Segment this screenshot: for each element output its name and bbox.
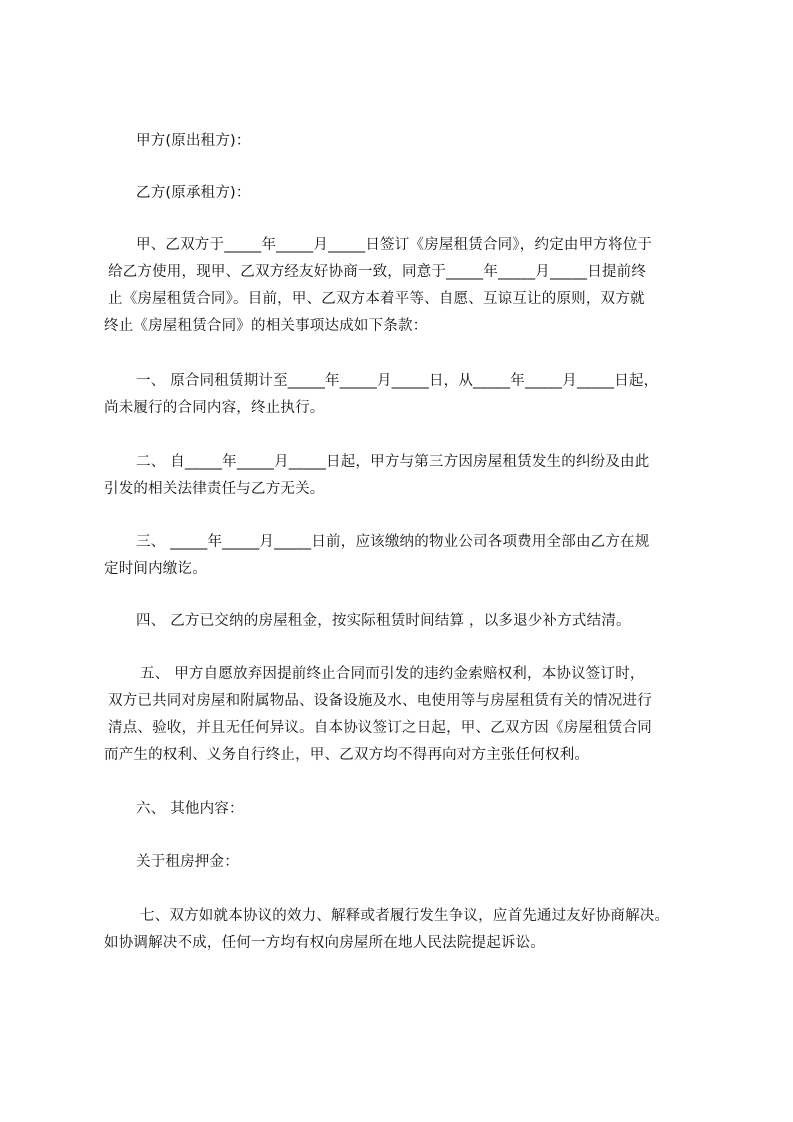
intro-line-3: 止《房屋租赁合同》。目前，甲、乙双方本着平等、自愿、互谅互让的原则，双方就 — [108, 291, 645, 307]
clause-5-line-2: 双方已共同对房屋和附属物品、设备设施及水、电使用等与房屋租赁有关的情况进行 — [108, 693, 652, 709]
clause-5-line-4: 而产生的权利、义务自行终止，甲、乙双方均不得再向对方主张任何权利。 — [104, 747, 590, 763]
clause-7-line-1: 七、双方如就本协议的效力、解释或者履行发生争议，应首先通过友好协商解决。 — [140, 908, 670, 924]
party-b-label: 乙方(原承租方)： — [136, 185, 251, 201]
clause-6-line-1: 六、 其他内容： — [136, 801, 244, 817]
clause-2-line-2: 引发的相关法律责任与乙方无关。 — [104, 481, 325, 497]
deposit-line-1: 关于租房押金： — [136, 854, 239, 870]
intro-line-2: 给乙方使用，现甲、乙双方经友好协商一致，同意于_____年_____月_____日提前终 — [108, 264, 647, 280]
clause-7-line-2: 如协调解决不成，任何一方均有权向房屋所在地人民法院提起诉讼。 — [104, 935, 545, 951]
clause-3-line-1: 三、 _____年_____月_____日前，应该缴纳的物业公司各项费用全部由乙方在规 — [136, 534, 650, 550]
party-a-label: 甲方(原出租方)： — [136, 133, 251, 149]
clause-1-line-1: 一、 原合同租赁期计至_____年_____月_____日，从_____年_____月_____日起， — [136, 373, 659, 389]
intro-line-1: 甲、乙双方于_____年_____月_____日签订《房屋租赁合同》，约定由甲方将位于 — [136, 237, 653, 253]
clause-5-line-3: 清点、验收，并且无任何异议。自本协议签订之日起，甲、乙双方因《房屋租赁合同 — [108, 720, 652, 736]
clause-3-line-2: 定时间内缴讫。 — [104, 561, 207, 577]
clause-5-line-1: 五、 甲方自愿放弃因提前终止合同而引发的违约金索赔权利，本协议签订时， — [140, 666, 645, 682]
clause-2-line-1: 二、 自_____年_____月_____日起，甲方与第三方因房屋租赁发生的纠纷及由此 — [136, 454, 650, 470]
clause-4-line-1: 四、 乙方已交纳的房屋租金，按实际租赁时间结算 ，以多退少补方式结清。 — [136, 613, 631, 629]
clause-1-line-2: 尚未履行的合同内容，终止执行。 — [104, 400, 325, 416]
intro-line-4: 终止《房屋租赁合同》的相关事项达成如下条款： — [104, 318, 428, 334]
